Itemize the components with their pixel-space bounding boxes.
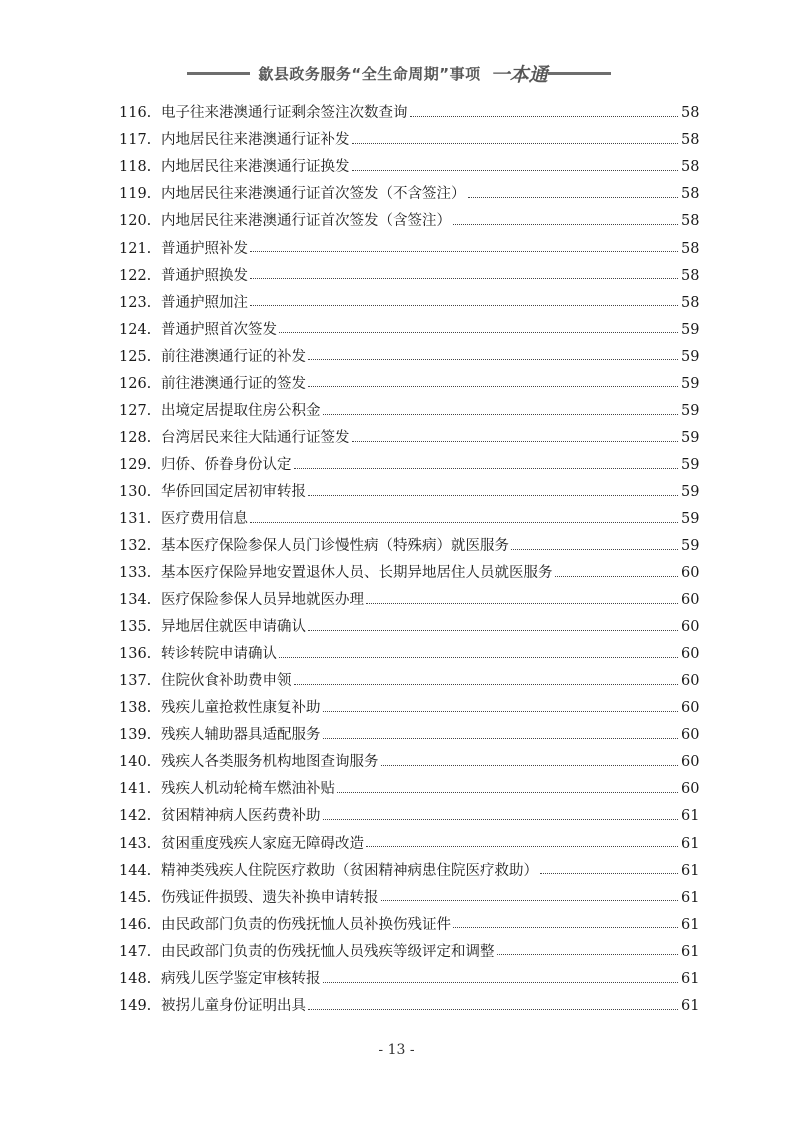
toc-entry-page: 59 bbox=[681, 321, 700, 338]
page-header bbox=[187, 58, 611, 88]
toc-dot-leader bbox=[323, 414, 679, 415]
toc-entry-number: 132. bbox=[119, 538, 152, 555]
toc-dot-leader bbox=[366, 603, 678, 604]
toc-entry-number: 141. bbox=[119, 781, 152, 798]
header-right-rule bbox=[548, 72, 611, 75]
toc-dot-leader bbox=[381, 900, 679, 901]
toc-entry-number: 142. bbox=[119, 808, 152, 825]
toc-entry-page: 59 bbox=[681, 429, 700, 446]
toc-entry-number: 122. bbox=[119, 267, 152, 284]
toc-entry-number: 130. bbox=[119, 483, 152, 500]
header-logo: 一本通 bbox=[490, 63, 548, 86]
page-number: - 13 - bbox=[378, 1042, 415, 1058]
toc-entry-page: 61 bbox=[681, 916, 700, 933]
toc-dot-leader bbox=[308, 359, 678, 360]
toc-entry-number: 124. bbox=[119, 321, 152, 338]
toc-dot-leader bbox=[250, 305, 678, 306]
toc-dot-leader bbox=[308, 1009, 678, 1010]
toc-entry-page: 60 bbox=[681, 754, 700, 771]
toc-entry-page: 60 bbox=[681, 646, 700, 663]
toc-entry[interactable] bbox=[119, 479, 699, 506]
toc-entry[interactable] bbox=[119, 749, 699, 776]
toc-entry-page: 59 bbox=[681, 456, 700, 473]
toc-entry[interactable] bbox=[119, 452, 699, 479]
toc-dot-leader bbox=[511, 549, 678, 550]
toc-dot-leader bbox=[323, 982, 679, 983]
toc-entry-title: 华侨回国定居初审转报 bbox=[161, 483, 306, 500]
toc-entry-title: 前往港澳通行证的补发 bbox=[161, 348, 306, 365]
toc-entry-title: 基本医疗保险异地安置退休人员、长期异地居住人员就医服务 bbox=[161, 565, 553, 582]
toc-entry-page: 59 bbox=[681, 375, 700, 392]
toc-entry-number: 149. bbox=[119, 997, 152, 1014]
toc-entry-number: 129. bbox=[119, 456, 152, 473]
toc-entry-number: 143. bbox=[119, 835, 152, 852]
toc-entry[interactable] bbox=[119, 533, 699, 560]
toc-entry[interactable] bbox=[119, 587, 699, 614]
toc-entry[interactable] bbox=[119, 803, 699, 830]
toc-entry-page: 61 bbox=[681, 835, 700, 852]
toc-dot-leader bbox=[555, 576, 679, 577]
toc-entry[interactable] bbox=[119, 154, 699, 181]
toc-entry-page: 59 bbox=[681, 402, 700, 419]
toc-entry-page: 60 bbox=[681, 781, 700, 798]
toc-entry-title: 医疗保险参保人员异地就医办理 bbox=[161, 592, 364, 609]
header-left-rule bbox=[187, 72, 250, 75]
toc-entry[interactable] bbox=[119, 181, 699, 208]
toc-entry-number: 123. bbox=[119, 294, 152, 311]
toc-entry-number: 140. bbox=[119, 754, 152, 771]
toc-entry-title: 被拐儿童身份证明出具 bbox=[161, 997, 306, 1014]
toc-dot-leader bbox=[453, 224, 678, 225]
toc-entry-title: 普通护照加注 bbox=[161, 294, 248, 311]
toc-dot-leader bbox=[497, 954, 679, 955]
toc-dot-leader bbox=[323, 738, 679, 739]
toc-entry-title: 残疾人辅助器具适配服务 bbox=[161, 727, 321, 744]
toc-entry-number: 119. bbox=[119, 186, 152, 203]
toc-dot-leader bbox=[279, 332, 678, 333]
toc-entry[interactable] bbox=[119, 100, 699, 127]
toc-entry-title: 电子往来港澳通行证剩余签注次数查询 bbox=[161, 105, 408, 122]
toc-entry-page: 61 bbox=[681, 970, 700, 987]
toc-entry-title: 由民政部门负责的伤残抚恤人员补换伤残证件 bbox=[161, 916, 451, 933]
toc-entry[interactable] bbox=[119, 857, 699, 884]
toc-entry-number: 117. bbox=[119, 132, 152, 149]
toc-entry-number: 134. bbox=[119, 592, 152, 609]
toc-entry-title: 转诊转院申请确认 bbox=[161, 646, 277, 663]
toc-dot-leader bbox=[453, 927, 678, 928]
toc-entry-page: 58 bbox=[681, 132, 700, 149]
toc-dot-leader bbox=[352, 441, 679, 442]
toc-dot-leader bbox=[294, 468, 679, 469]
toc-entry-number: 126. bbox=[119, 375, 152, 392]
toc-entry[interactable] bbox=[119, 966, 699, 993]
toc-entry-page: 60 bbox=[681, 592, 700, 609]
toc-entry-number: 128. bbox=[119, 429, 152, 446]
toc-entry-title: 基本医疗保险参保人员门诊慢性病（特殊病）就医服务 bbox=[161, 538, 509, 555]
toc-entry[interactable] bbox=[119, 262, 699, 289]
toc-entry[interactable] bbox=[119, 208, 699, 235]
toc-entry[interactable] bbox=[119, 560, 699, 587]
toc-entry-page: 61 bbox=[681, 997, 700, 1014]
toc-entry-number: 133. bbox=[119, 565, 152, 582]
toc-entry-page: 61 bbox=[681, 943, 700, 960]
toc-entry-title: 贫困重度残疾人家庭无障碍改造 bbox=[161, 835, 364, 852]
toc-entry-page: 58 bbox=[681, 186, 700, 203]
toc-dot-leader bbox=[308, 495, 678, 496]
toc-dot-leader bbox=[250, 278, 678, 279]
toc-dot-leader bbox=[381, 765, 679, 766]
toc-entry-number: 148. bbox=[119, 970, 152, 987]
toc-dot-leader bbox=[352, 170, 679, 171]
toc-entry[interactable] bbox=[119, 235, 699, 262]
toc-entry-title: 残疾人各类服务机构地图查询服务 bbox=[161, 754, 379, 771]
toc-entry-page: 58 bbox=[681, 105, 700, 122]
toc-entry-title: 普通护照换发 bbox=[161, 267, 248, 284]
toc-entry-page: 58 bbox=[681, 213, 700, 230]
toc-entry-title: 异地居住就医申请确认 bbox=[161, 619, 306, 636]
header-title: 歙县政务服务“全生命周期”事项 bbox=[258, 64, 481, 83]
toc-entry-title: 残疾儿童抢救性康复补助 bbox=[161, 700, 321, 717]
toc-entry-title: 内地居民往来港澳通行证换发 bbox=[161, 159, 350, 176]
toc-entry-title: 普通护照补发 bbox=[161, 240, 248, 257]
toc-entry-page: 58 bbox=[681, 240, 700, 257]
toc-dot-leader bbox=[540, 873, 678, 874]
toc-entry-page: 58 bbox=[681, 294, 700, 311]
toc-entry-number: 138. bbox=[119, 700, 152, 717]
toc-entry-number: 125. bbox=[119, 348, 152, 365]
toc-entry[interactable] bbox=[119, 343, 699, 370]
toc-entry-title: 医疗费用信息 bbox=[161, 510, 248, 527]
toc-dot-leader bbox=[337, 792, 678, 793]
toc-entry-title: 贫困精神病人医药费补助 bbox=[161, 808, 321, 825]
toc-entry[interactable] bbox=[119, 398, 699, 425]
toc-entry-number: 135. bbox=[119, 619, 152, 636]
toc-entry-title: 残疾人机动轮椅车燃油补贴 bbox=[161, 781, 335, 798]
toc-entry-page: 59 bbox=[681, 510, 700, 527]
toc-entry[interactable] bbox=[119, 695, 699, 722]
toc-entry-number: 116. bbox=[119, 105, 152, 122]
toc-entry[interactable] bbox=[119, 425, 699, 452]
toc-entry-number: 147. bbox=[119, 943, 152, 960]
toc-entry-page: 58 bbox=[681, 267, 700, 284]
toc-dot-leader bbox=[250, 522, 678, 523]
toc-entry[interactable] bbox=[119, 938, 699, 965]
toc-entry[interactable] bbox=[119, 911, 699, 938]
toc-dot-leader bbox=[308, 386, 678, 387]
toc-entry[interactable] bbox=[119, 641, 699, 668]
toc-entry[interactable] bbox=[119, 289, 699, 316]
toc-entry-number: 146. bbox=[119, 916, 152, 933]
toc-entry-page: 61 bbox=[681, 808, 700, 825]
toc-entry-number: 127. bbox=[119, 402, 152, 419]
toc-entry-title: 内地居民往来港澳通行证补发 bbox=[161, 132, 350, 149]
toc-entry-page: 58 bbox=[681, 159, 700, 176]
toc-entry-number: 131. bbox=[119, 510, 152, 527]
toc-entry[interactable] bbox=[119, 668, 699, 695]
toc-entry-page: 60 bbox=[681, 727, 700, 744]
toc-dot-leader bbox=[250, 251, 678, 252]
toc-entry-title: 出境定居提取住房公积金 bbox=[161, 402, 321, 419]
toc-dot-leader bbox=[366, 846, 678, 847]
toc-entry[interactable] bbox=[119, 884, 699, 911]
toc-entry-page: 60 bbox=[681, 700, 700, 717]
toc-entry-title: 内地居民往来港澳通行证首次签发（不含签注） bbox=[161, 186, 466, 203]
toc-entry-title: 精神类残疾人住院医疗救助（贫困精神病患住院医疗救助） bbox=[161, 862, 538, 879]
toc-entry-number: 120. bbox=[119, 213, 152, 230]
toc-entry-page: 60 bbox=[681, 565, 700, 582]
toc-entry-page: 61 bbox=[681, 889, 700, 906]
toc-dot-leader bbox=[323, 711, 679, 712]
toc-entry-page: 59 bbox=[681, 538, 700, 555]
toc-entry-title: 内地居民往来港澳通行证首次签发（含签注） bbox=[161, 213, 451, 230]
toc-entry-page: 59 bbox=[681, 348, 700, 365]
toc-entry[interactable] bbox=[119, 830, 699, 857]
toc-entry-page: 59 bbox=[681, 483, 700, 500]
toc-entry-page: 60 bbox=[681, 619, 700, 636]
toc-entry-page: 60 bbox=[681, 673, 700, 690]
toc-entry[interactable] bbox=[119, 776, 699, 803]
toc-entry-number: 137. bbox=[119, 673, 152, 690]
toc-dot-leader bbox=[352, 143, 679, 144]
toc-entry-number: 118. bbox=[119, 159, 152, 176]
toc-entry-number: 121. bbox=[119, 240, 152, 257]
toc-entry-title: 住院伙食补助费申领 bbox=[161, 673, 292, 690]
toc-entry[interactable] bbox=[119, 127, 699, 154]
toc-dot-leader bbox=[308, 630, 678, 631]
toc-entry[interactable] bbox=[119, 614, 699, 641]
toc-entry[interactable] bbox=[119, 506, 699, 533]
toc-entry-title: 普通护照首次签发 bbox=[161, 321, 277, 338]
toc-entry-number: 139. bbox=[119, 727, 152, 744]
toc-dot-leader bbox=[294, 684, 679, 685]
toc-entry-title: 伤残证件损毁、遗失补换申请转报 bbox=[161, 889, 379, 906]
toc-entry-number: 145. bbox=[119, 889, 152, 906]
toc-entry[interactable] bbox=[119, 370, 699, 397]
toc-dot-leader bbox=[410, 116, 679, 117]
toc-dot-leader bbox=[468, 197, 679, 198]
toc-entry-title: 病残儿医学鉴定审核转报 bbox=[161, 970, 321, 987]
toc-entry-title: 前往港澳通行证的签发 bbox=[161, 375, 306, 392]
toc-entry[interactable] bbox=[119, 993, 699, 1020]
toc-entry-title: 台湾居民来往大陆通行证签发 bbox=[161, 429, 350, 446]
toc-entry-page: 61 bbox=[681, 862, 700, 879]
toc-dot-leader bbox=[323, 819, 679, 820]
toc-dot-leader bbox=[279, 657, 678, 658]
toc-entry-title: 由民政部门负责的伤残抚恤人员残疾等级评定和调整 bbox=[161, 943, 495, 960]
toc-entry-number: 136. bbox=[119, 646, 152, 663]
toc-entry[interactable] bbox=[119, 316, 699, 343]
toc-entry[interactable] bbox=[119, 722, 699, 749]
toc-entry-number: 144. bbox=[119, 862, 152, 879]
table-of-contents bbox=[119, 100, 699, 1020]
toc-entry-title: 归侨、侨眷身份认定 bbox=[161, 456, 292, 473]
